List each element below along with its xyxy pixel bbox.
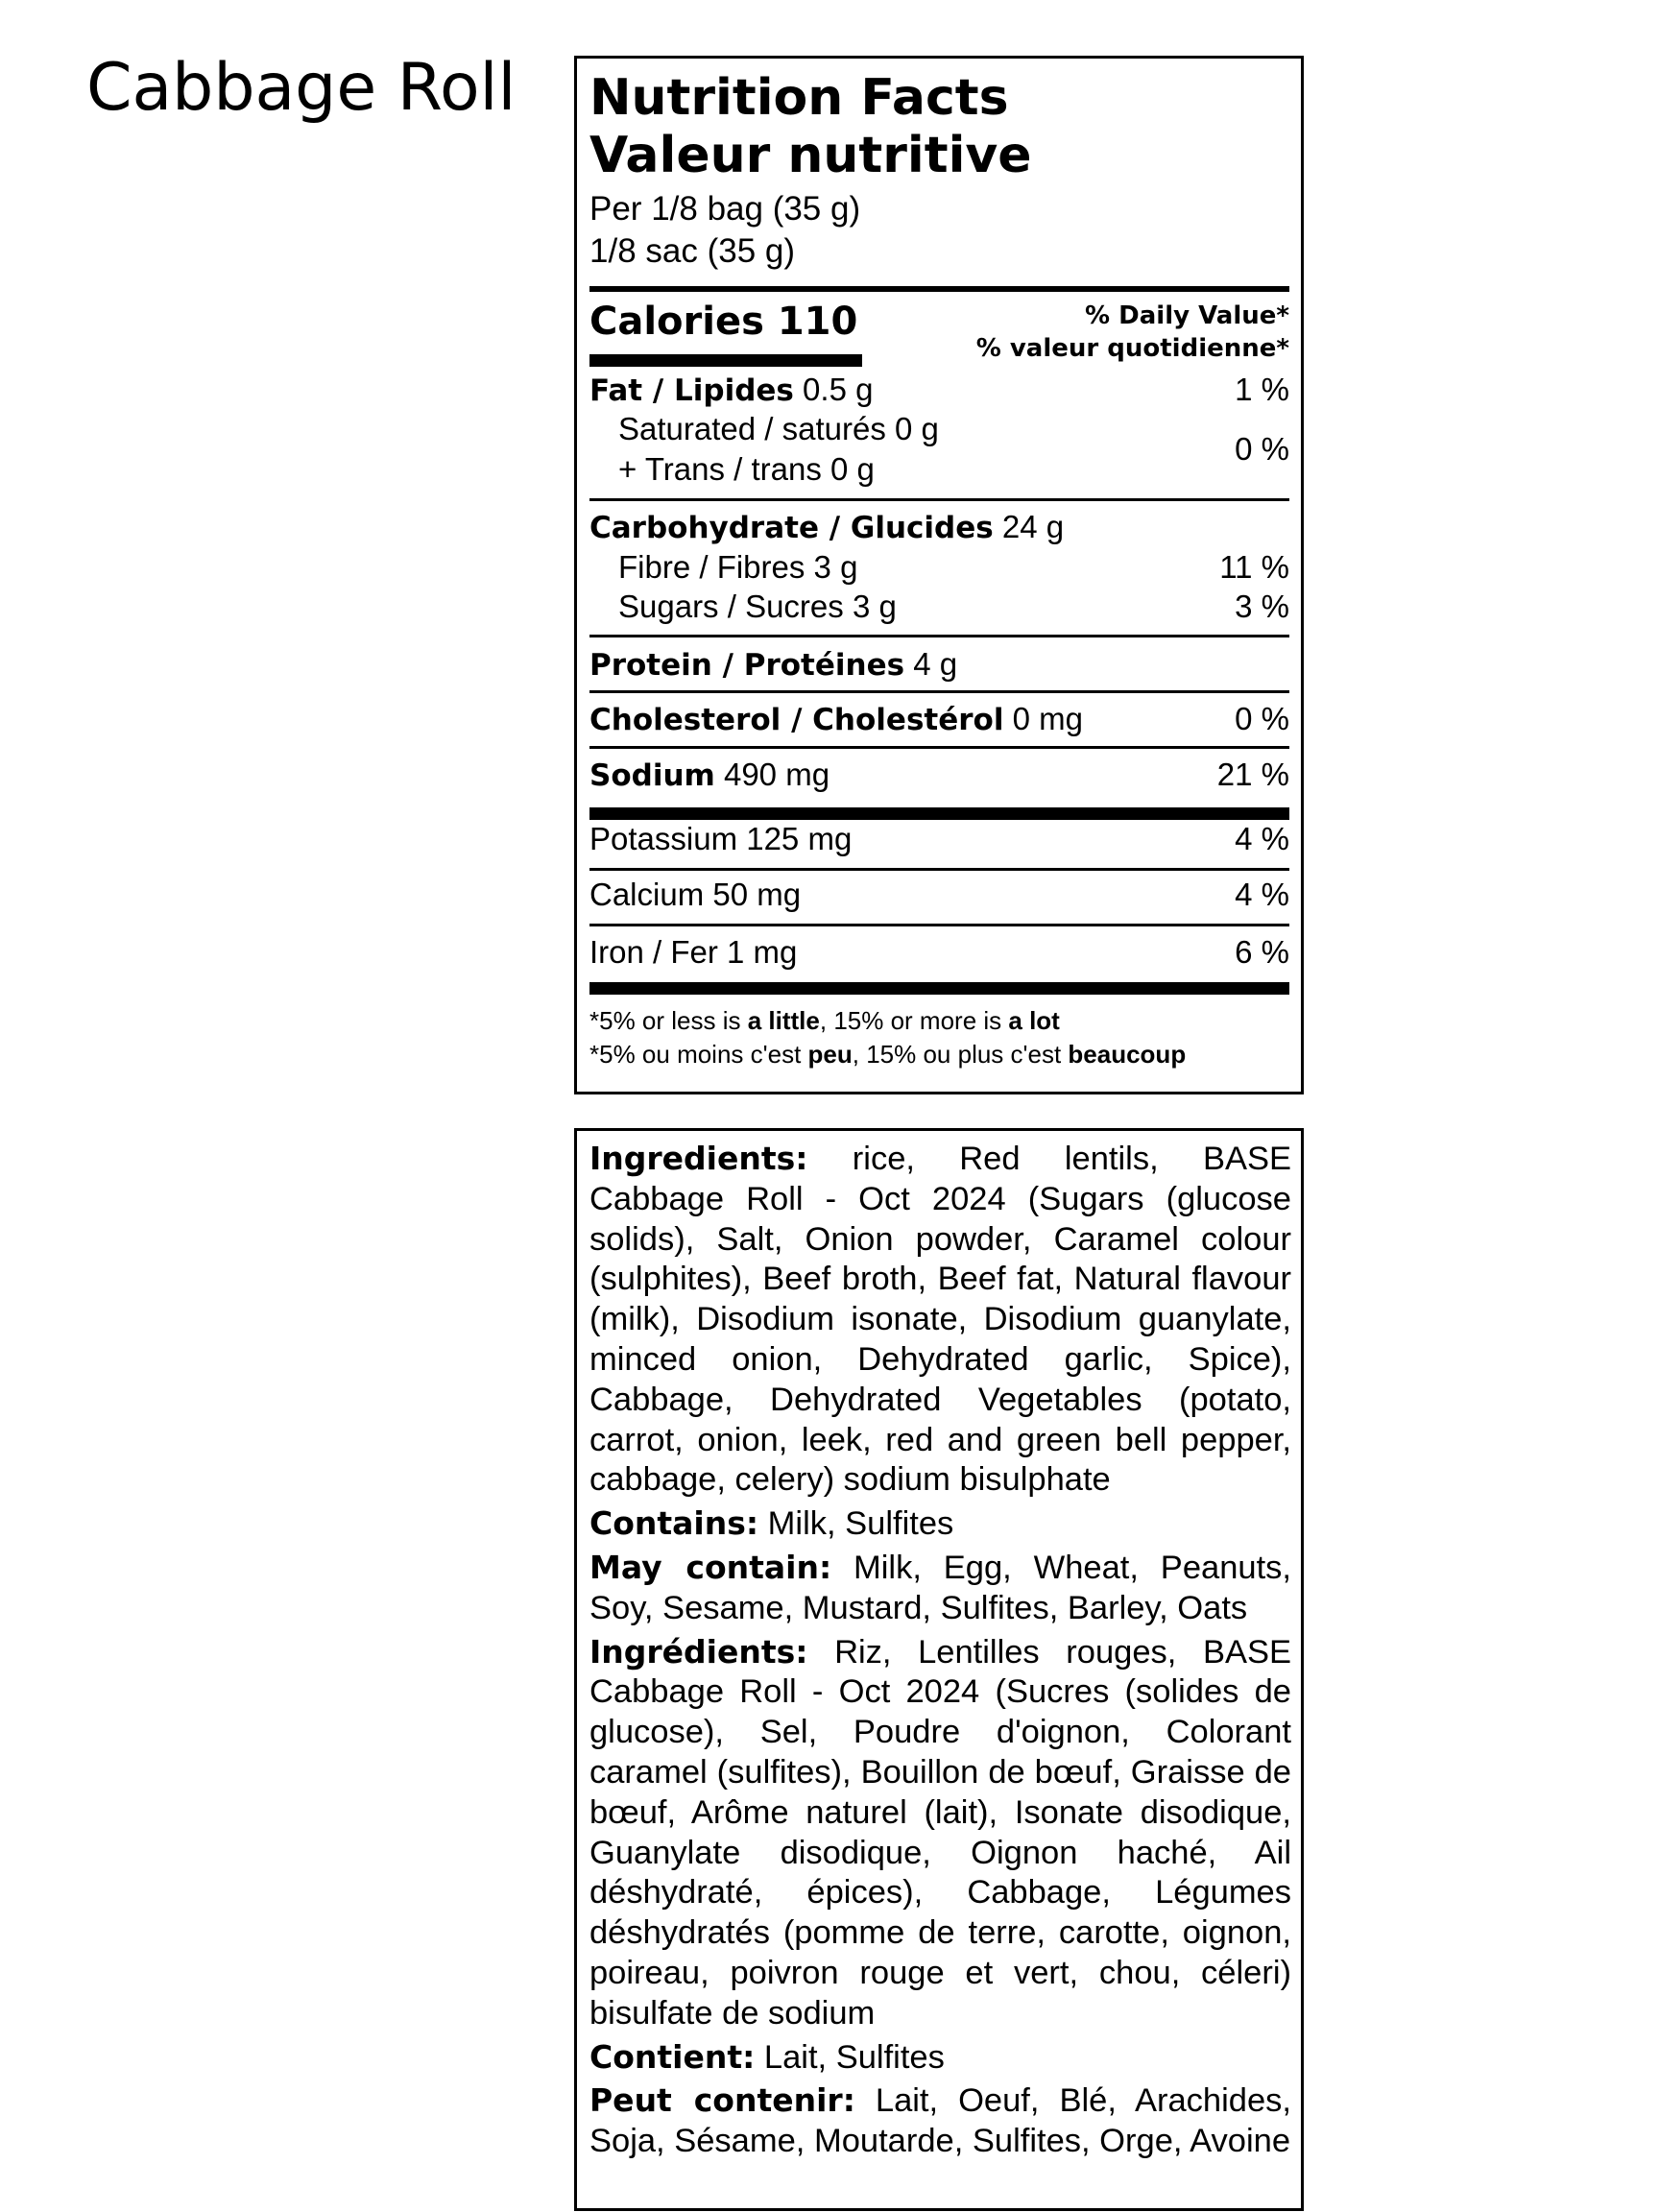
contains-fr-label: Contient:	[589, 2037, 756, 2076]
ingredients-fr	[589, 1632, 1291, 2034]
calories-underline	[589, 354, 862, 367]
footnote-en-text: *5% or less is	[589, 1006, 748, 1035]
contains-en	[589, 1503, 1291, 1545]
sugars-row: Sugars / Sucres 3 g	[618, 589, 897, 624]
carbohydrate-row	[589, 508, 1064, 547]
footnote-fr-text: *5% ou moins c'est	[589, 1040, 808, 1069]
potassium-row: Potassium 125 mg	[589, 821, 853, 856]
cholesterol-label: Cholesterol / Cholestérol	[589, 703, 1004, 737]
ingredients-en-label: Ingredients:	[589, 1140, 808, 1177]
nutrition-title-en: Nutrition Facts	[589, 69, 1009, 127]
fat-label: Fat / Lipides	[589, 373, 794, 408]
trans-row: + Trans / trans 0 g	[618, 451, 875, 487]
sodium-label: Sodium	[589, 758, 715, 793]
footnote-en-text: , 15% or more is	[819, 1006, 1009, 1035]
calcium-dv: 4 %	[1235, 877, 1289, 912]
thick-rule	[589, 982, 1289, 995]
may-contain-fr	[589, 2080, 1291, 2162]
divider	[589, 635, 1289, 637]
may-contain-en	[589, 1548, 1291, 1629]
saturated-row: Saturated / saturés 0 g	[618, 411, 939, 446]
fibre-row: Fibre / Fibres 3 g	[618, 549, 858, 585]
divider	[589, 924, 1289, 926]
footnote-fr-text: , 15% ou plus c'est	[852, 1040, 1069, 1069]
contains-fr-text: Lait, Sulfites	[755, 2038, 945, 2076]
thick-rule	[589, 807, 1289, 820]
divider	[589, 498, 1289, 501]
potassium-dv: 4 %	[1235, 821, 1289, 856]
contains-en-label: Contains:	[589, 1504, 759, 1543]
divider	[589, 868, 1289, 871]
sodium-row	[589, 756, 830, 795]
product-title: Cabbage Roll	[86, 50, 517, 126]
protein-row	[589, 645, 957, 685]
cholesterol-row	[589, 700, 1083, 739]
divider	[589, 690, 1289, 693]
may-contain-en-label: May contain:	[589, 1548, 832, 1586]
iron-row: Iron / Fer 1 mg	[589, 934, 798, 970]
fat-row	[589, 371, 873, 410]
contains-fr	[589, 2037, 1291, 2079]
cholesterol-amount: 0 mg	[1003, 701, 1084, 736]
footnote-en-emphasis: a lot	[1008, 1006, 1060, 1035]
carbohydrate-label: Carbohydrate / Glucides	[589, 511, 994, 545]
ingredients-fr-label: Ingrédients:	[589, 1632, 808, 1671]
divider	[589, 746, 1289, 749]
sodium-amount: 490 mg	[714, 757, 830, 792]
ingredients-en	[589, 1139, 1291, 1501]
daily-value-header-en: % Daily Value*	[1085, 301, 1289, 330]
may-contain-fr-label: Peut contenir:	[589, 2081, 855, 2120]
ingredients-panel	[574, 1128, 1304, 2211]
footnote-fr	[589, 1038, 1186, 1071]
fat-dv: 1 %	[1235, 372, 1289, 407]
calories: Calories 110	[589, 300, 858, 344]
footnote-en	[589, 1004, 1060, 1038]
iron-dv: 6 %	[1235, 934, 1289, 970]
nutrition-facts-panel	[574, 56, 1304, 1094]
footnote-fr-emphasis: beaucoup	[1068, 1040, 1187, 1069]
ingredients-content	[589, 1139, 1291, 2165]
fat-amount: 0.5 g	[793, 372, 874, 407]
protein-amount: 4 g	[904, 646, 958, 682]
cholesterol-dv: 0 %	[1235, 701, 1289, 736]
contains-en-text: Milk, Sulfites	[758, 1505, 954, 1543]
ingredients-en-text: rice, Red lentils, BASE Cabbage Roll - Oct 2024 (Sugars (glucose solids), Salt, Onion powder, Caramel colour (sulphites), Beef broth, Beef fat, Natural flavour (milk), Disodium isonate, Disodium guanylate, minced onion, Dehydrated garlic, Spice), Cabbage, Dehydrated Vegetables (potato, carrot, onion, leek, red and green bell pepper, cabbage, celery) sodium bisulphate	[589, 1141, 1291, 1499]
footnote-fr-emphasis: peu	[807, 1040, 853, 1069]
carbohydrate-amount: 24 g	[993, 509, 1065, 544]
nutrition-title-fr: Valeur nutritive	[589, 127, 1032, 184]
may-contain-fr-text: Lait, Oeuf, Blé, Arachides, Soja, Sésame, Moutarde, Sulfites, Orge, Avoine	[589, 2082, 1291, 2160]
serving-size-fr: 1/8 sac (35 g)	[589, 232, 795, 270]
thick-rule	[589, 286, 1289, 292]
sodium-dv: 21 %	[1216, 757, 1289, 792]
calcium-row: Calcium 50 mg	[589, 877, 802, 912]
daily-value-header-fr: % valeur quotidienne*	[975, 334, 1289, 363]
fibre-dv: 11 %	[1219, 549, 1289, 585]
sugars-dv: 3 %	[1235, 589, 1289, 624]
protein-label: Protein / Protéines	[589, 648, 905, 683]
may-contain-en-text: Milk, Egg, Wheat, Peanuts, Soy, Sesame, Mustard, Sulfites, Barley, Oats	[589, 1549, 1291, 1626]
saturated-trans-dv: 0 %	[1235, 431, 1289, 467]
serving-size-en: Per 1/8 bag (35 g)	[589, 190, 861, 228]
ingredients-fr-text: Riz, Lentilles rouges, BASE Cabbage Roll - Oct 2024 (Sucres (solides de glucose), Sel, Poudre d'oignon, Colorant caramel (sulfites), Bouillon de bœuf, Graisse de bœuf, Arôme naturel (lait), Isonate disodique, Guanylate disodique, Oignon haché, Ail déshydraté, épices), Cabbage, Légumes déshydratés (pomme de terre, carotte, oignon, poireau, poivron rouge et vert, chou, céleri) bisulfate de sodium	[589, 1633, 1291, 2032]
footnote-en-emphasis: a little	[747, 1006, 820, 1035]
